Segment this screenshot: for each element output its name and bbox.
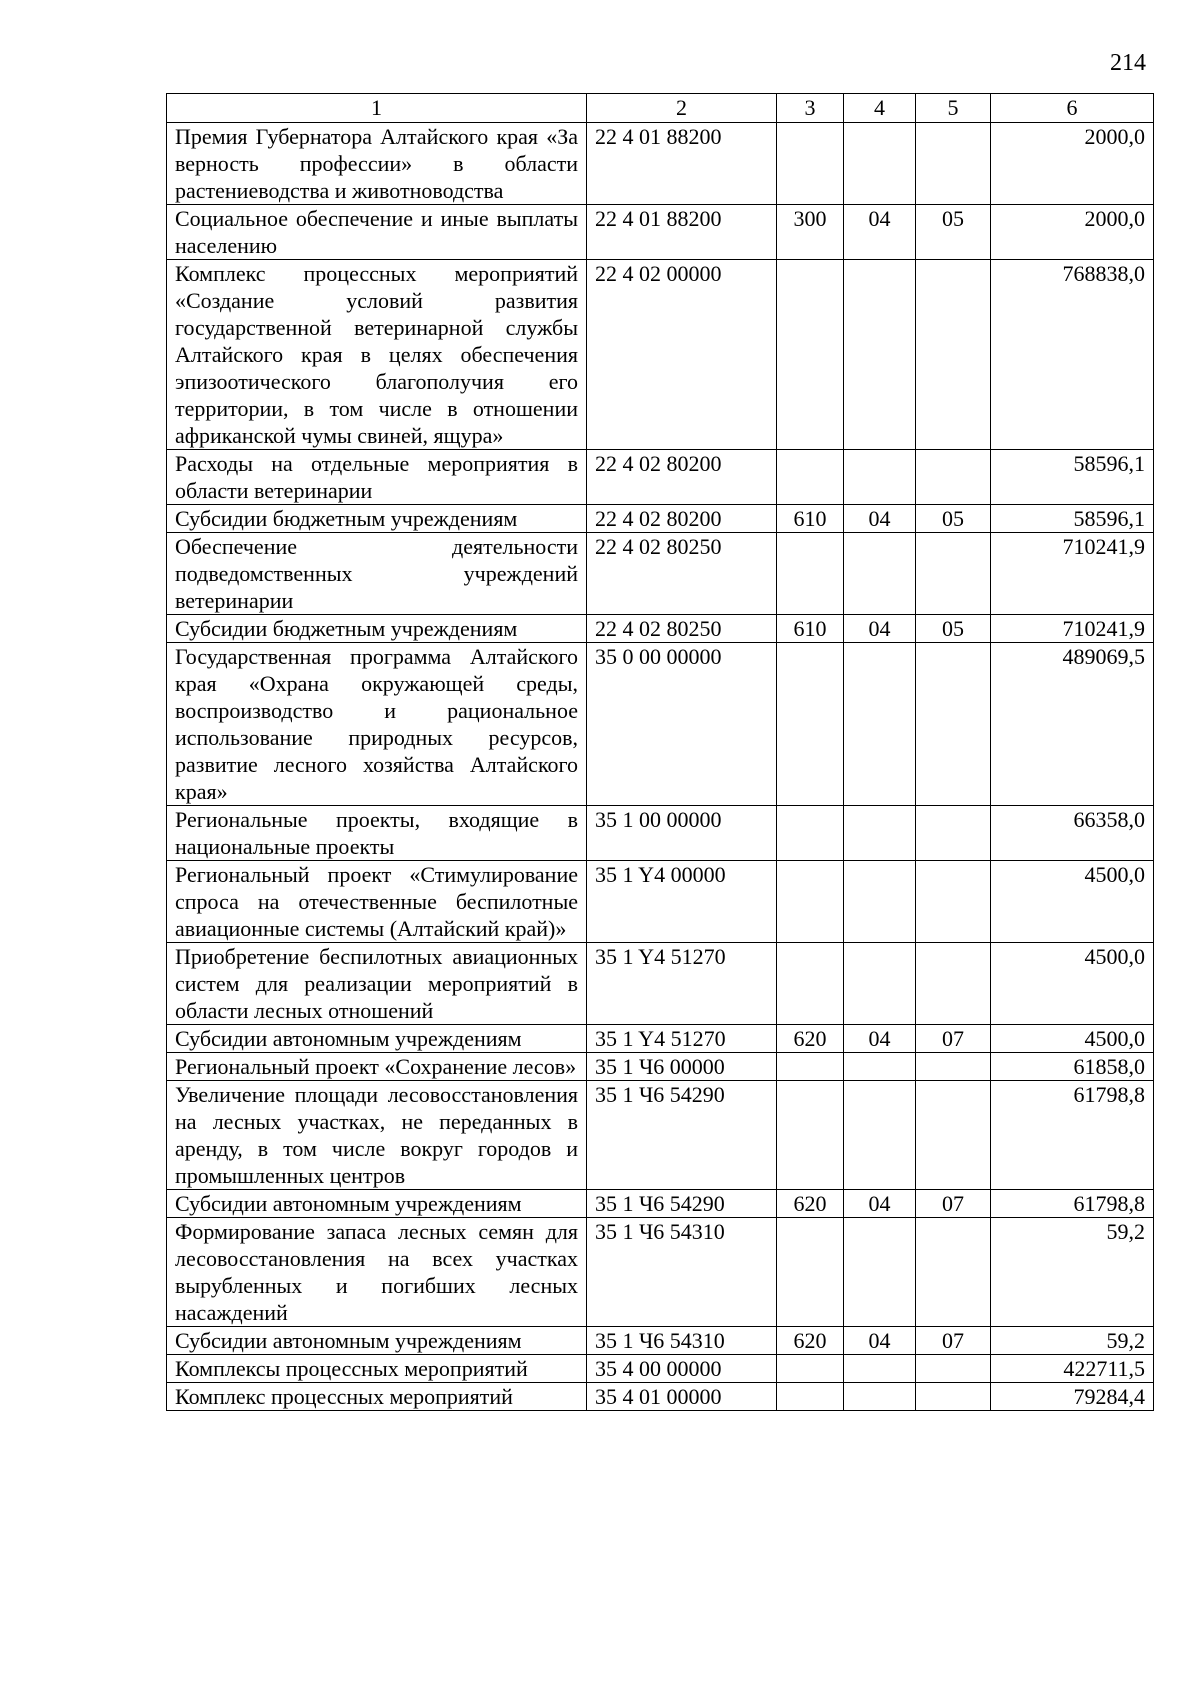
table-row <box>167 1218 1154 1327</box>
row-col5-cell <box>916 1355 991 1383</box>
row-col3-cell <box>777 943 844 1025</box>
column-header: 2 <box>587 94 777 123</box>
row-code-cell: 22 4 02 80200 <box>587 450 777 505</box>
table-row <box>167 1355 1154 1383</box>
column-header: 4 <box>844 94 916 123</box>
row-amount-cell: 4500,0 <box>991 1025 1154 1053</box>
table-row <box>167 260 1154 450</box>
row-amount-cell: 59,2 <box>991 1218 1154 1327</box>
row-col5-cell <box>916 643 991 806</box>
row-amount-cell: 768838,0 <box>991 260 1154 450</box>
row-amount-cell: 79284,4 <box>991 1383 1154 1411</box>
row-code-cell: 35 1 Y4 51270 <box>587 943 777 1025</box>
row-col3-cell <box>777 1081 844 1190</box>
row-col5-cell <box>916 1081 991 1190</box>
table-row <box>167 1025 1154 1053</box>
row-code-cell: 22 4 01 88200 <box>587 205 777 260</box>
row-code-cell: 35 1 Y4 00000 <box>587 861 777 943</box>
row-amount-cell: 58596,1 <box>991 450 1154 505</box>
table-row <box>167 533 1154 615</box>
row-code-cell: 35 1 Ч6 54290 <box>587 1081 777 1190</box>
page-number: 214 <box>1110 50 1146 76</box>
row-col4-cell: 04 <box>844 1025 916 1053</box>
row-name-cell: Региональный проект «Сохранение лесов» <box>167 1053 587 1081</box>
row-col5-cell <box>916 260 991 450</box>
table-row <box>167 1081 1154 1190</box>
table-row <box>167 861 1154 943</box>
row-code-cell: 35 1 Y4 51270 <box>587 1025 777 1053</box>
row-name-cell: Обеспечение деятельности подведомственных учреждений ветеринарии <box>167 533 587 615</box>
table-row <box>167 450 1154 505</box>
row-code-cell: 35 1 Ч6 54310 <box>587 1218 777 1327</box>
row-col5-cell <box>916 1218 991 1327</box>
row-name-cell: Комплекс процессных мероприятий «Создание условий развития государственной ветеринарной службы Алтайского края в целях обеспечения эпизоотического благополучия его территории, в том числе в отношении африканской чумы свиней, ящура» <box>167 260 587 450</box>
row-code-cell: 35 4 00 00000 <box>587 1355 777 1383</box>
table-body <box>167 123 1154 1411</box>
row-amount-cell: 61798,8 <box>991 1081 1154 1190</box>
row-amount-cell: 58596,1 <box>991 505 1154 533</box>
row-col4-cell <box>844 1355 916 1383</box>
row-col4-cell: 04 <box>844 205 916 260</box>
row-col5-cell <box>916 123 991 205</box>
table-row <box>167 1190 1154 1218</box>
row-col5-cell <box>916 1383 991 1411</box>
row-amount-cell: 422711,5 <box>991 1355 1154 1383</box>
table-row <box>167 205 1154 260</box>
row-col3-cell: 620 <box>777 1025 844 1053</box>
column-header: 3 <box>777 94 844 123</box>
row-name-cell: Субсидии автономным учреждениям <box>167 1025 587 1053</box>
row-col5-cell <box>916 806 991 861</box>
row-col5-cell <box>916 1053 991 1081</box>
row-amount-cell: 61798,8 <box>991 1190 1154 1218</box>
row-col4-cell <box>844 450 916 505</box>
row-col4-cell <box>844 1383 916 1411</box>
row-name-cell: Государственная программа Алтайского края «Охрана окружающей среды, воспроизводство и рациональное использование природных ресурсов, развитие лесного хозяйства Алтайского края» <box>167 643 587 806</box>
row-col4-cell: 04 <box>844 505 916 533</box>
row-code-cell: 35 1 00 00000 <box>587 806 777 861</box>
row-name-cell: Увеличение площади лесовосстановления на лесных участках, не переданных в аренду, в том числе вокруг городов и промышленных центров <box>167 1081 587 1190</box>
row-col4-cell: 04 <box>844 1327 916 1355</box>
row-col3-cell <box>777 1218 844 1327</box>
row-amount-cell: 4500,0 <box>991 861 1154 943</box>
row-name-cell: Региональные проекты, входящие в национальные проекты <box>167 806 587 861</box>
row-name-cell: Премия Губернатора Алтайского края «За верность профессии» в области растениеводства и животноводства <box>167 123 587 205</box>
row-code-cell: 22 4 02 80200 <box>587 505 777 533</box>
row-amount-cell: 489069,5 <box>991 643 1154 806</box>
row-amount-cell: 61858,0 <box>991 1053 1154 1081</box>
row-col5-cell: 07 <box>916 1025 991 1053</box>
row-col4-cell <box>844 533 916 615</box>
row-col5-cell: 07 <box>916 1327 991 1355</box>
row-col3-cell <box>777 861 844 943</box>
row-name-cell: Субсидии бюджетным учреждениям <box>167 615 587 643</box>
row-name-cell: Социальное обеспечение и иные выплаты населению <box>167 205 587 260</box>
row-name-cell: Комплексы процессных мероприятий <box>167 1355 587 1383</box>
row-col3-cell: 300 <box>777 205 844 260</box>
table-row <box>167 1053 1154 1081</box>
row-name-cell: Субсидии автономным учреждениям <box>167 1327 587 1355</box>
row-col3-cell <box>777 123 844 205</box>
row-code-cell: 22 4 02 00000 <box>587 260 777 450</box>
row-amount-cell: 710241,9 <box>991 533 1154 615</box>
row-col5-cell <box>916 450 991 505</box>
row-amount-cell: 2000,0 <box>991 123 1154 205</box>
row-code-cell: 22 4 02 80250 <box>587 615 777 643</box>
row-amount-cell: 4500,0 <box>991 943 1154 1025</box>
row-amount-cell: 2000,0 <box>991 205 1154 260</box>
row-col5-cell: 05 <box>916 615 991 643</box>
table-row <box>167 943 1154 1025</box>
row-col3-cell: 620 <box>777 1190 844 1218</box>
table-row <box>167 1327 1154 1355</box>
row-col4-cell <box>844 861 916 943</box>
row-col3-cell <box>777 1355 844 1383</box>
row-col4-cell <box>844 806 916 861</box>
row-amount-cell: 59,2 <box>991 1327 1154 1355</box>
row-code-cell: 22 4 01 88200 <box>587 123 777 205</box>
row-col4-cell <box>844 943 916 1025</box>
row-code-cell: 35 1 Ч6 00000 <box>587 1053 777 1081</box>
row-col3-cell: 620 <box>777 1327 844 1355</box>
row-name-cell: Субсидии бюджетным учреждениям <box>167 505 587 533</box>
table-row <box>167 505 1154 533</box>
row-code-cell: 22 4 02 80250 <box>587 533 777 615</box>
row-col3-cell <box>777 260 844 450</box>
row-col4-cell <box>844 260 916 450</box>
row-code-cell: 35 4 01 00000 <box>587 1383 777 1411</box>
row-amount-cell: 710241,9 <box>991 615 1154 643</box>
row-col3-cell <box>777 533 844 615</box>
row-name-cell: Расходы на отдельные мероприятия в области ветеринарии <box>167 450 587 505</box>
row-code-cell: 35 1 Ч6 54310 <box>587 1327 777 1355</box>
table-row <box>167 615 1154 643</box>
table-row <box>167 643 1154 806</box>
row-col5-cell: 05 <box>916 205 991 260</box>
column-header: 6 <box>991 94 1154 123</box>
row-col3-cell <box>777 1053 844 1081</box>
row-code-cell: 35 0 00 00000 <box>587 643 777 806</box>
row-name-cell: Субсидии автономным учреждениям <box>167 1190 587 1218</box>
row-code-cell: 35 1 Ч6 54290 <box>587 1190 777 1218</box>
row-col4-cell <box>844 123 916 205</box>
row-col3-cell: 610 <box>777 615 844 643</box>
table-row <box>167 1383 1154 1411</box>
row-name-cell: Региональный проект «Стимулирование спроса на отечественные беспилотные авиационные системы (Алтайский край)» <box>167 861 587 943</box>
row-col4-cell <box>844 1081 916 1190</box>
row-col3-cell <box>777 643 844 806</box>
table-row <box>167 806 1154 861</box>
row-col4-cell: 04 <box>844 615 916 643</box>
row-col5-cell <box>916 533 991 615</box>
row-name-cell: Приобретение беспилотных авиационных систем для реализации мероприятий в области лесных отношений <box>167 943 587 1025</box>
row-col5-cell: 05 <box>916 505 991 533</box>
row-col4-cell <box>844 1218 916 1327</box>
row-col3-cell: 610 <box>777 505 844 533</box>
row-col3-cell <box>777 806 844 861</box>
row-name-cell: Формирование запаса лесных семян для лесовосстановления на всех участках вырубленных и погибших лесных насаждений <box>167 1218 587 1327</box>
row-col4-cell <box>844 643 916 806</box>
table-header-row <box>167 94 1154 123</box>
row-amount-cell: 66358,0 <box>991 806 1154 861</box>
row-col5-cell <box>916 943 991 1025</box>
row-name-cell: Комплекс процессных мероприятий <box>167 1383 587 1411</box>
column-header: 1 <box>167 94 587 123</box>
budget-table <box>166 93 1154 1411</box>
row-col3-cell <box>777 1383 844 1411</box>
table-row <box>167 123 1154 205</box>
row-col4-cell: 04 <box>844 1190 916 1218</box>
row-col3-cell <box>777 450 844 505</box>
row-col4-cell <box>844 1053 916 1081</box>
row-col5-cell: 07 <box>916 1190 991 1218</box>
row-col5-cell <box>916 861 991 943</box>
column-header: 5 <box>916 94 991 123</box>
